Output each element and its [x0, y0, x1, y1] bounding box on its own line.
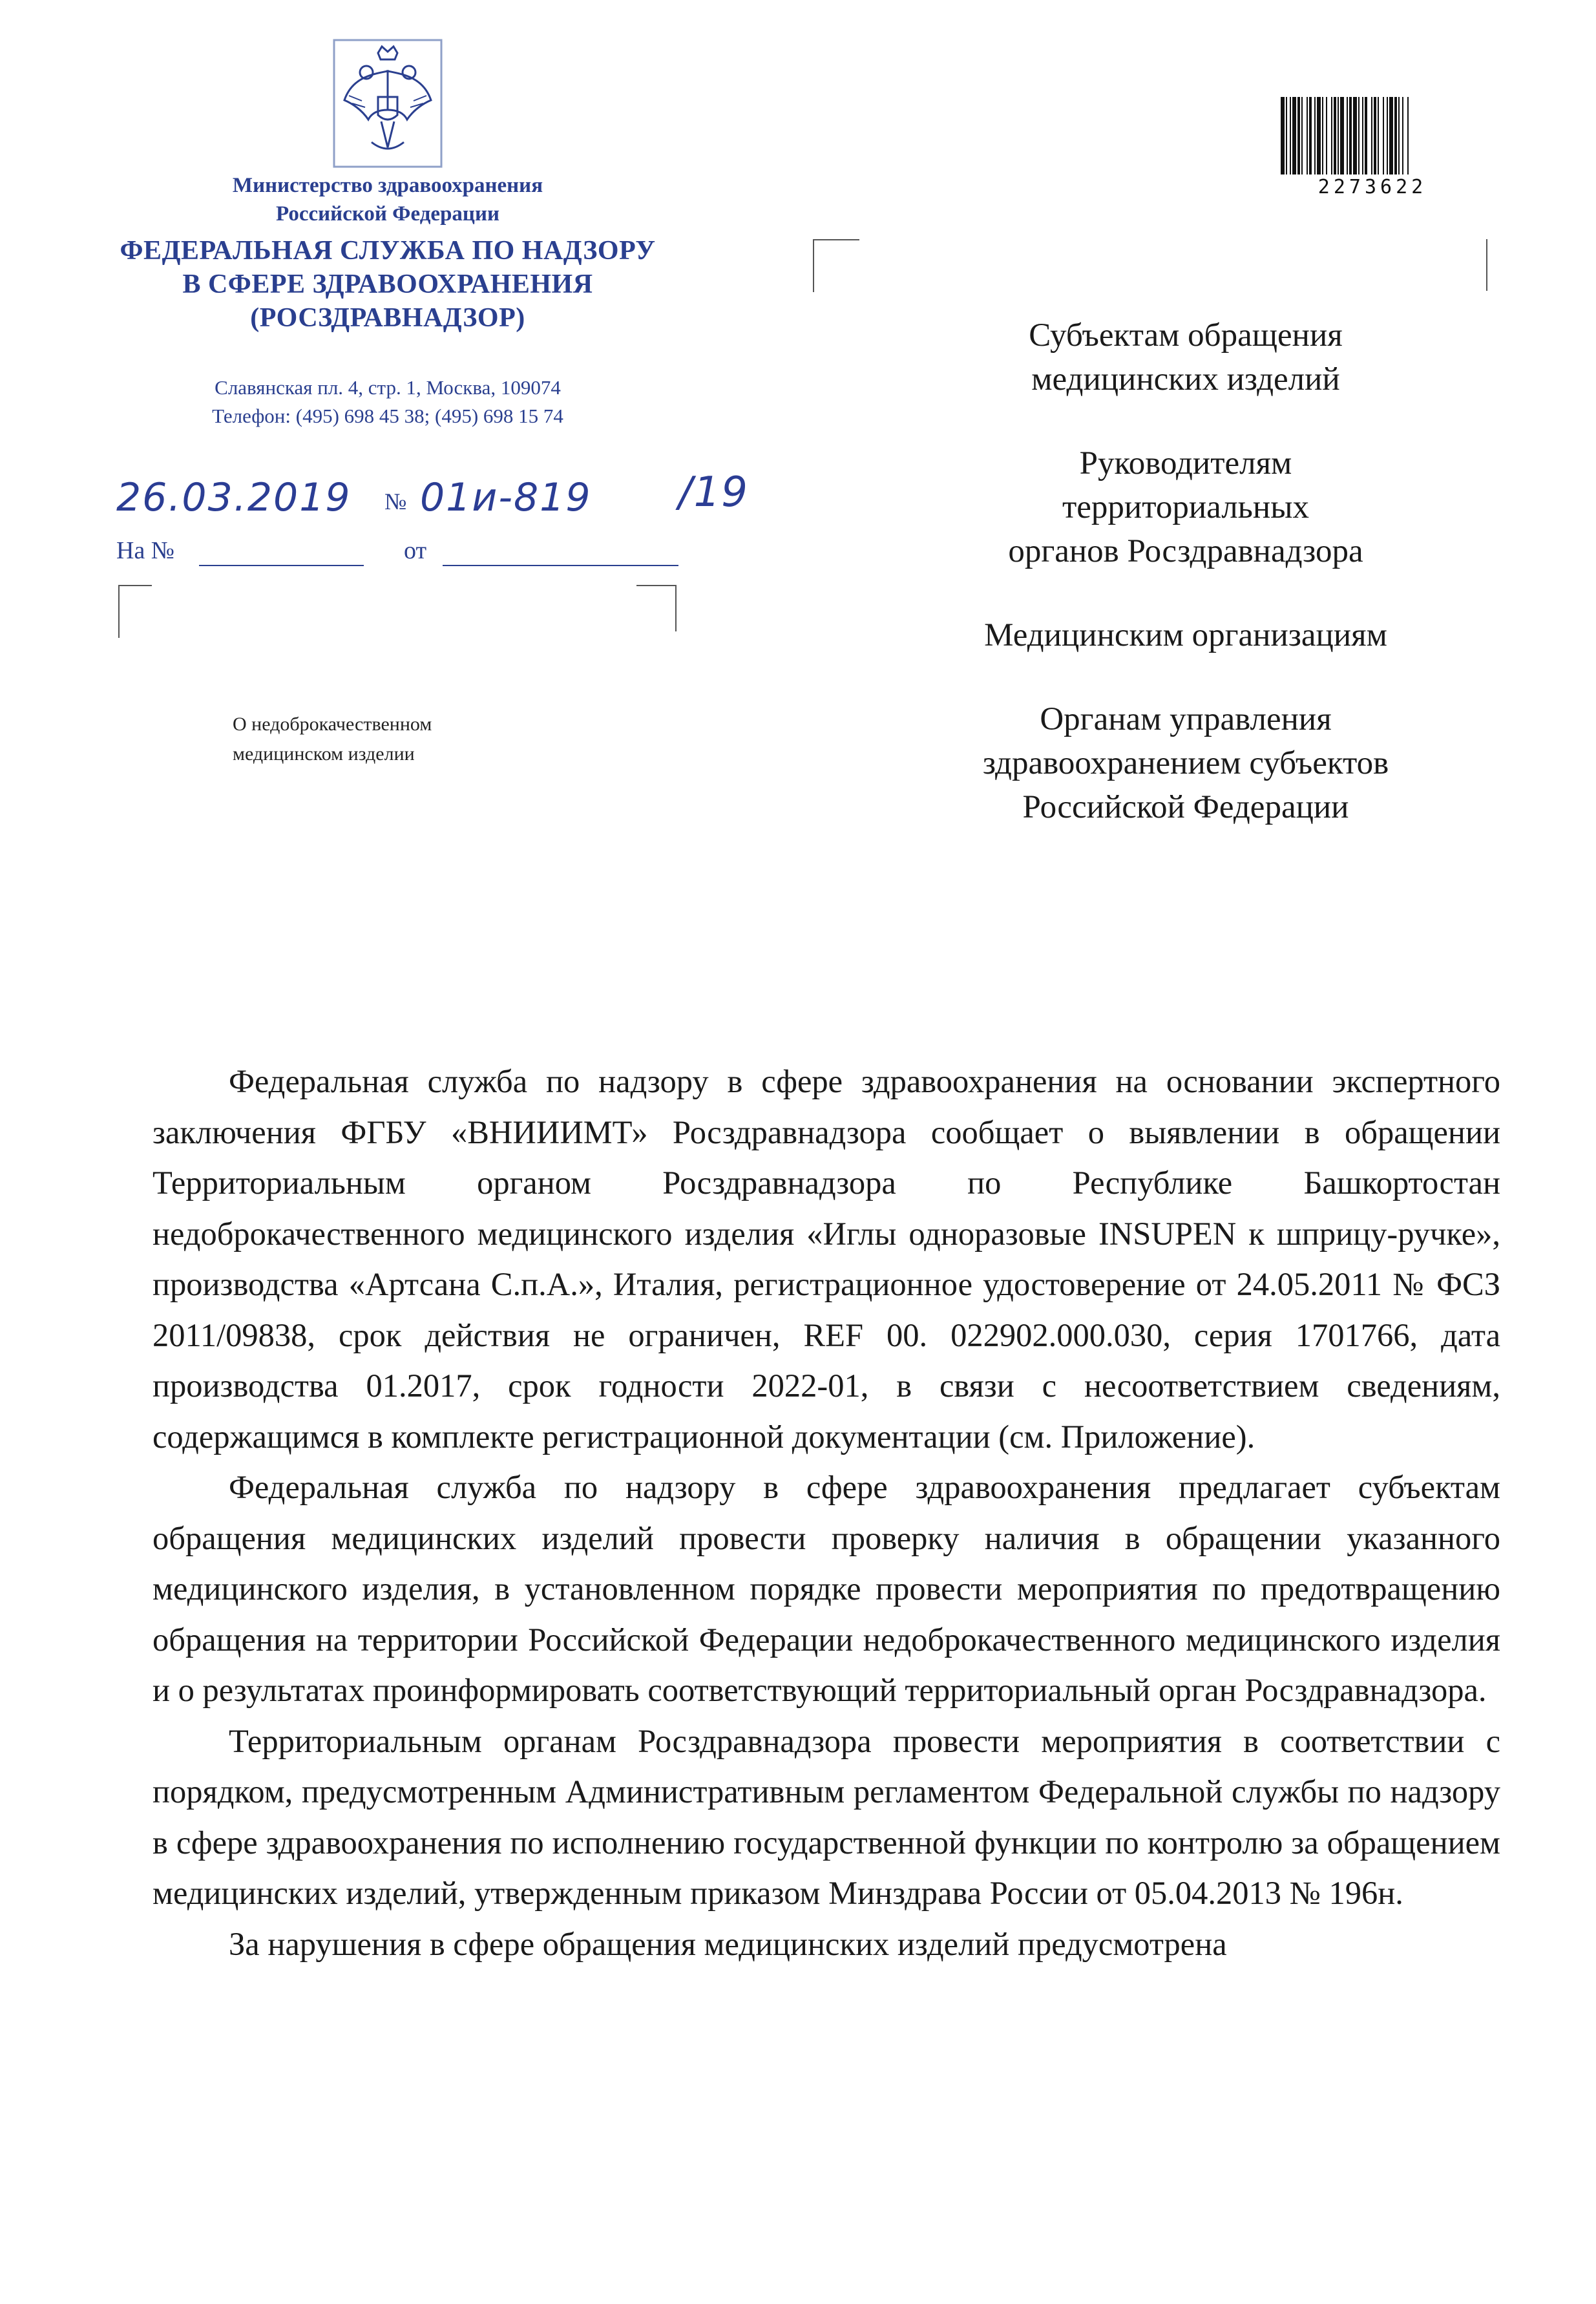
subject-line-1: О недоброкачественном — [233, 713, 432, 735]
number-sign: № — [384, 489, 407, 514]
service-line-3: (РОСЗДРАВНАДЗОР) — [250, 303, 525, 333]
service-line-1: ФЕДЕРАЛЬНАЯ СЛУЖБА ПО НАДЗОРУ — [120, 236, 656, 266]
registration-number: 01и-819 — [420, 475, 592, 520]
letter-body — [152, 1056, 1500, 1969]
ministry-line-2: Российской Федерации — [276, 202, 499, 226]
addressee-group — [918, 613, 1454, 657]
body-paragraph: За нарушения в сфере обращения медицинских изделий предусмотрена — [229, 1925, 1227, 1962]
addressee-bracket-right — [1486, 239, 1487, 291]
barcode-icon — [1278, 97, 1467, 181]
body-paragraph: Федеральная служба по надзору в сфере здравоохранения предлагает субъектам обращения медицинских изделий провести проверку наличия в обращении указанного медицинского изделия, в установленном порядке провести мероприятия по предотвращению обращения на территории Российской Федерации недоброкачественного медицинского изделия и о результатах проинформировать соответствующий территориальный орган Росздравнадзора. — [152, 1469, 1500, 1708]
addressee-group — [918, 313, 1454, 401]
addressee-group — [918, 441, 1454, 573]
ministry-name — [162, 171, 614, 228]
addressee-group — [918, 697, 1454, 829]
ref-label: На № — [116, 537, 175, 564]
addressee-line: медицинских изделий — [1031, 361, 1340, 397]
sender-address — [129, 374, 646, 430]
phone-line: Телефон: (495) 698 45 38; (495) 698 15 74 — [212, 405, 563, 427]
coat-of-arms-icon — [333, 39, 443, 168]
registration-suffix: /19 — [678, 469, 749, 516]
ref-from-label: от — [404, 537, 427, 564]
addressee-line: территориальных — [1062, 489, 1309, 525]
addressee-line: Российской Федерации — [1022, 789, 1349, 825]
body-paragraph: Территориальным органам Росздравнадзора провести мероприятия в соответствии с порядком, предусмотренным Административным регламентом Федеральной службы по надзору в сфере здравоохранения по исполнению государственной функции по контролю за обращением медицинских изделий, утвержденным приказом Минздрава России от 05.04.2013 № 196н. — [152, 1722, 1500, 1911]
addressee-line: Медицинским организациям — [984, 617, 1387, 653]
address-line: Славянская пл. 4, стр. 1, Москва, 109074 — [215, 376, 561, 399]
bracket-top-left — [118, 585, 152, 638]
addressee-line: Органам управления — [1040, 701, 1332, 737]
reference-row — [116, 536, 685, 569]
addressee-line: здравоохранением субъектов — [982, 745, 1389, 781]
barcode-number: 2273622 — [1318, 176, 1427, 198]
addressee-line: Субъектам обращения — [1029, 317, 1343, 354]
ministry-line-1: Министерство здравоохранения — [232, 174, 543, 197]
ref-date-line — [443, 565, 678, 566]
addressee-bracket-left — [813, 239, 859, 292]
bracket-top-right — [636, 585, 677, 631]
body-paragraph: Федеральная служба по надзору в сфере здравоохранения на основании экспертного заключения ФГБУ «ВНИИИМТ» Росздравнадзора сообщает о выявлении в обращении Территориальным органом Росздравнадзора по Республике Башкортостан недоброкачественного медицинского изделия «Иглы одноразовые INSUPEN к шприцу-ручке», производства «Артсана С.п.А.», Италия, регистрационное удостоверение от 24.05.2011 № ФСЗ 2011/09838, срок действия не ограничен, REF 00. 022902.000.030, серия 1701766, дата производства 01.2017, срок годности 2022-01, в связи с несоответствием сведениям, содержащимся в комплекте регистрационной документации (см. Приложение). — [152, 1063, 1500, 1455]
registration-date: 26.03.2019 — [116, 475, 352, 520]
service-line-2: В СФЕРЕ ЗДРАВООХРАНЕНИЯ — [182, 270, 593, 299]
addressee-line: органов Росздравнадзора — [1008, 533, 1363, 569]
ref-number-line — [199, 565, 364, 566]
letter-subject — [233, 710, 530, 769]
service-name — [90, 234, 685, 335]
addressee-list — [918, 313, 1454, 829]
addressee-line: Руководителям — [1079, 445, 1292, 481]
subject-line-2: медицинском изделии — [233, 743, 415, 765]
registration-line — [116, 469, 801, 546]
